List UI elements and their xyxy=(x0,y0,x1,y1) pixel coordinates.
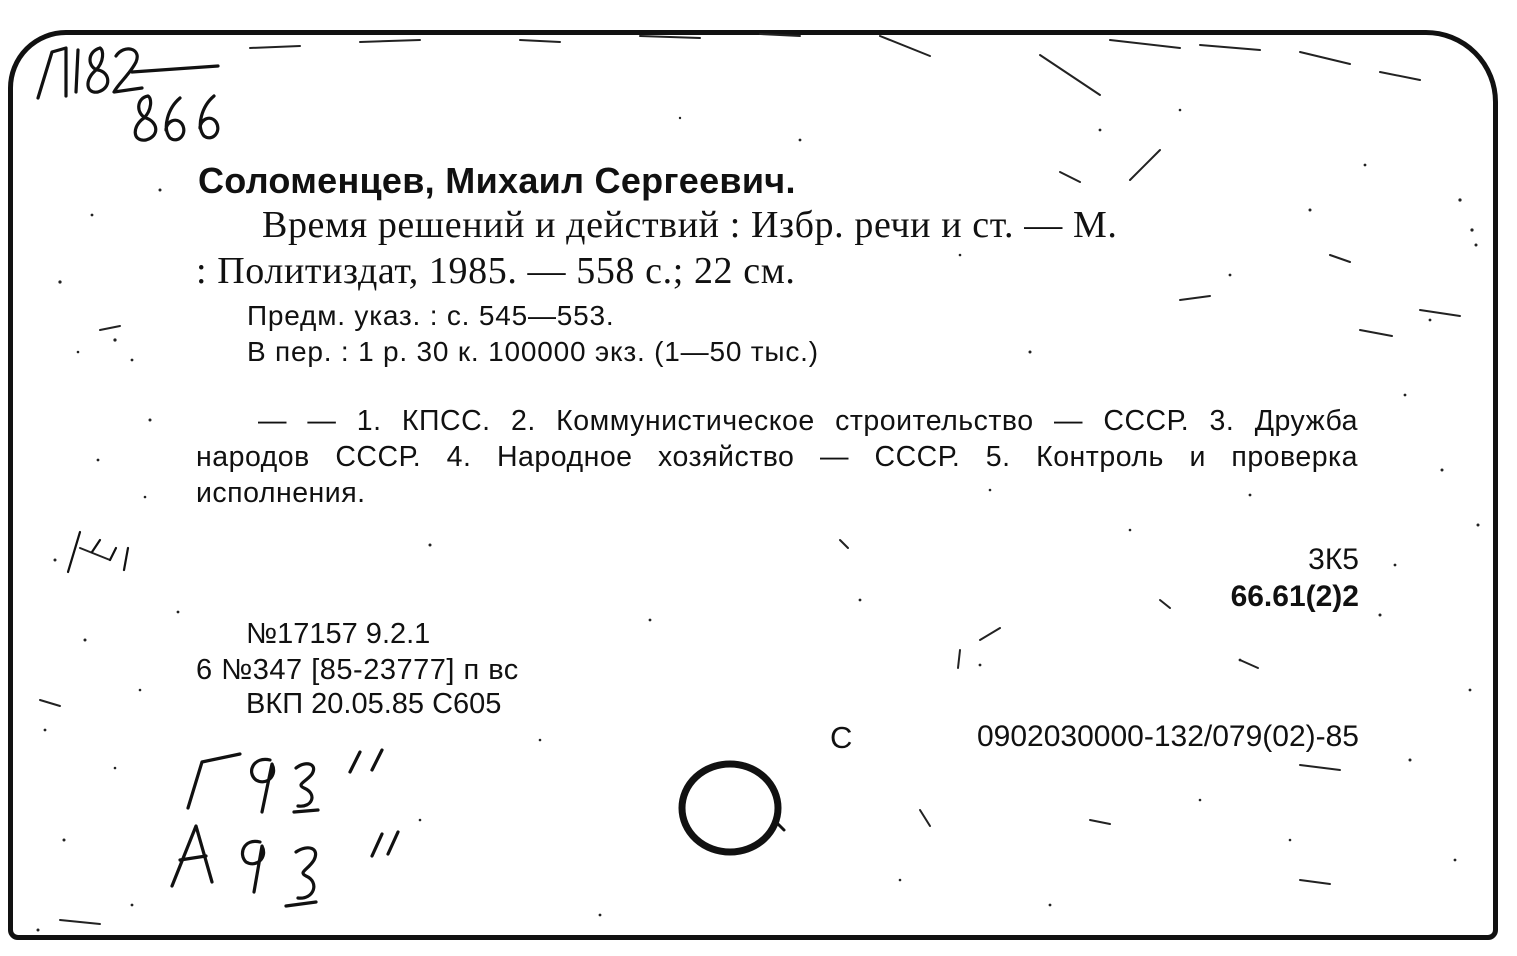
pencil-mark xyxy=(68,532,128,572)
card-note-price: В пер. : 1 р. 30 к. 100000 экз. (1—50 тыс.) xyxy=(247,336,819,367)
card-catalog-code: 0902030000-132/079(02)-85 xyxy=(977,720,1359,753)
card-class-code-1: 3К5 xyxy=(1308,543,1359,576)
handwritten-note-a xyxy=(172,826,398,906)
card-author: Соломенцев, Михаил Сергеевич. xyxy=(198,160,796,201)
handwritten-shelf-mark xyxy=(38,48,218,140)
punch-hole-circle xyxy=(682,764,784,852)
card-title-line-1: Время решений и действий : Избр. речи и ст. — М. xyxy=(262,204,1118,246)
card-subject-headings: — — 1. КПСС. 2. Коммунистическое строительство — СССР. 3. Дружба народов СССР. 4. Народное хозяйство — СССР. 5. Контроль и проверка исполнения. xyxy=(196,405,1358,509)
card-note-index: Предм. указ. : с. 545—553. xyxy=(247,300,615,331)
card-title-line-2: : Политиздат, 1985. — 558 с.; 22 см. xyxy=(196,250,796,292)
handwritten-note-g xyxy=(188,750,382,812)
card-record-number: №17157 9.2.1 xyxy=(246,618,431,650)
card-record-order: 6 №347 [85-23777] п вс xyxy=(196,654,519,686)
card-class-code-2: 66.61(2)2 xyxy=(1230,580,1359,613)
card-record-vkp: ВКП 20.05.85 С605 xyxy=(246,688,502,720)
card-catalog-letter: С xyxy=(830,720,853,755)
